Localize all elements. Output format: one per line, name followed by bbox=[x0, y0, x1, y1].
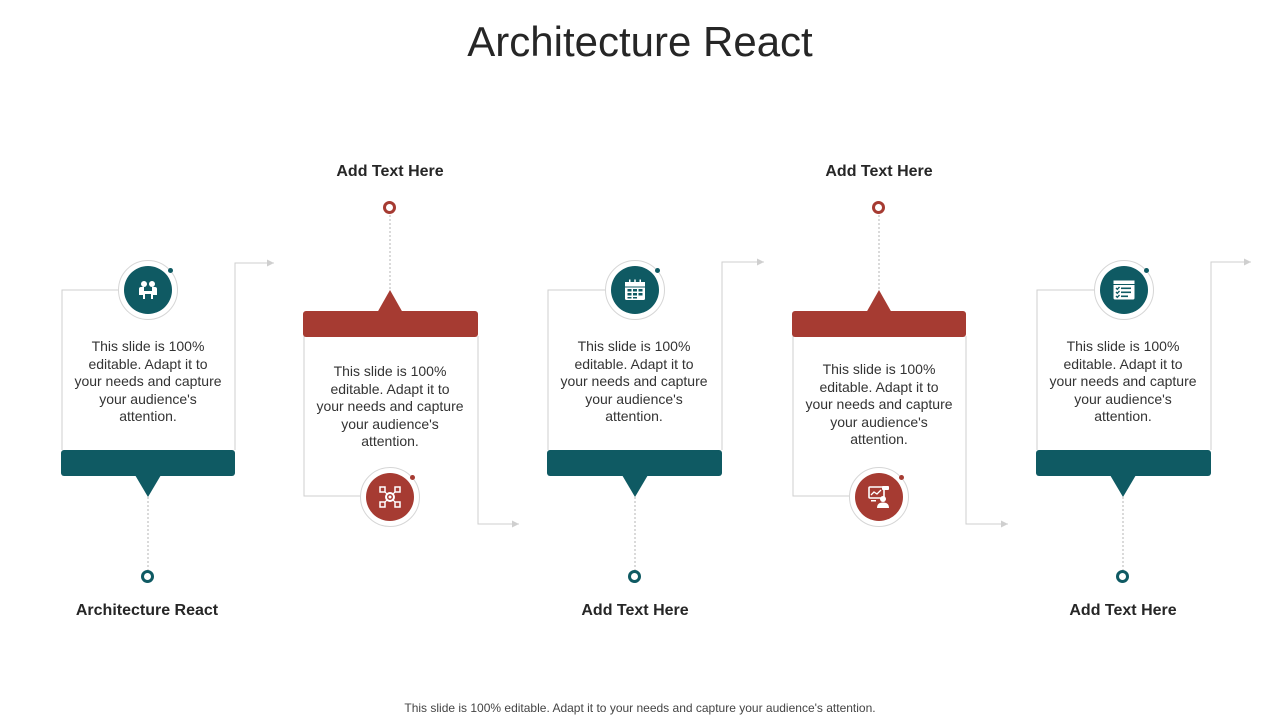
step-2-text: This slide is 100% editable. Adapt it to your needs and capture your audience's attention. bbox=[316, 363, 464, 450]
step-1-icon-badge bbox=[118, 260, 178, 320]
step-1-label: Architecture React bbox=[75, 602, 219, 619]
step-4-text: This slide is 100% editable. Adapt it to your needs and capture your audience's attention. bbox=[805, 361, 953, 448]
step-2-bar bbox=[303, 311, 478, 337]
step-5-marker bbox=[1116, 570, 1129, 583]
step-4-pointer bbox=[866, 290, 892, 313]
step-3-label: Add Text Here bbox=[581, 602, 689, 619]
meeting-icon bbox=[136, 278, 160, 302]
step-1-marker bbox=[141, 570, 154, 583]
step-1-text: This slide is 100% editable. Adapt it to your needs and capture your audience's attention. bbox=[74, 338, 222, 425]
step-3-bar bbox=[547, 450, 722, 476]
step-5-icon-badge bbox=[1094, 260, 1154, 320]
step-2-arrow bbox=[478, 336, 519, 524]
step-1-bar bbox=[61, 450, 235, 476]
step-2-pointer bbox=[377, 290, 403, 313]
step-3-marker bbox=[628, 570, 641, 583]
step-2-label: Add Text Here bbox=[336, 163, 444, 180]
step-5-label: Add Text Here bbox=[1069, 602, 1177, 619]
slide-title: Architecture React bbox=[467, 18, 813, 65]
step-5-pointer bbox=[1110, 475, 1136, 497]
step-5-text: This slide is 100% editable. Adapt it to your needs and capture your audience's attention. bbox=[1049, 338, 1197, 425]
step-3-arrow bbox=[722, 262, 764, 450]
step-2-icon-badge bbox=[360, 467, 420, 527]
step-4-arrow bbox=[966, 336, 1008, 524]
network-settings-icon bbox=[378, 485, 402, 509]
step-3-text: This slide is 100% editable. Adapt it to your needs and capture your audience's attention. bbox=[560, 338, 708, 425]
step-5-arrow bbox=[1211, 262, 1251, 450]
step-2-marker bbox=[383, 201, 396, 214]
step-4-marker bbox=[872, 201, 885, 214]
calendar-icon bbox=[623, 278, 647, 302]
step-1-pointer bbox=[135, 475, 161, 497]
step-5-bar bbox=[1036, 450, 1211, 476]
step-1-arrow bbox=[235, 263, 274, 450]
step-4-icon-badge bbox=[849, 467, 909, 527]
step-3-icon-badge bbox=[605, 260, 665, 320]
checklist-icon bbox=[1112, 278, 1136, 302]
step-3-pointer bbox=[622, 475, 648, 497]
slide-footer: This slide is 100% editable. Adapt it to your needs and capture your audience's attention. bbox=[404, 701, 876, 715]
presentation-icon bbox=[867, 485, 891, 509]
step-4-label: Add Text Here bbox=[825, 163, 933, 180]
step-4-bar bbox=[792, 311, 966, 337]
